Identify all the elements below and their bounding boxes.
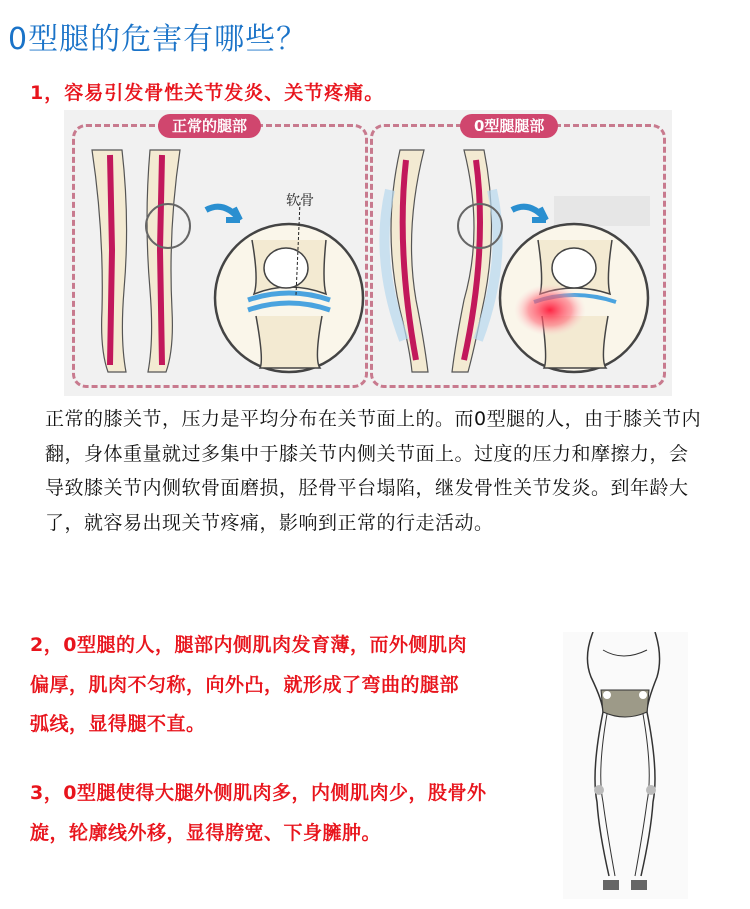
- o-leg-label: 0型腿腿部: [460, 114, 558, 138]
- point-2-text: 2，0型腿的人，腿部内侧肌肉发育薄，而外侧肌肉偏厚，肌肉不匀称，向外凸，就形成了弯曲的腿部弧线，显得腿不直。: [30, 634, 467, 735]
- o-leg-panel: [370, 124, 666, 388]
- point-3-text: 3，0型腿使得大腿外侧肌肉多，内侧肌肉少，股骨外旋，轮廓线外移，显得胯宽、下身臃肿。: [30, 782, 487, 844]
- knee-comparison-illustration: [64, 110, 672, 396]
- page-title: 0型腿的危害有哪些？: [8, 22, 308, 57]
- normal-leg-panel: [72, 124, 368, 388]
- skeleton-svg: [563, 632, 688, 899]
- point-1-paragraph: 正常的膝关节，压力是平均分布在关节面上的。而0型腿的人，由于膝关节内翻，身体重量就过多集中于膝关节内侧关节面上。过度的压力和摩擦力，会导致膝关节内侧软骨面磨损，胫骨平台塌陷，继发骨性关节发炎。到年龄大了，就容易出现关节疼痛，影响到正常的行走活动。: [45, 408, 702, 534]
- o-leg-skeleton-illustration: [563, 632, 688, 899]
- normal-leg-label: 正常的腿部: [158, 114, 261, 138]
- point-1-heading: 1，容易引发骨性关节发炎、关节疼痛。: [30, 82, 385, 104]
- cartilage-label: 软骨: [286, 193, 314, 209]
